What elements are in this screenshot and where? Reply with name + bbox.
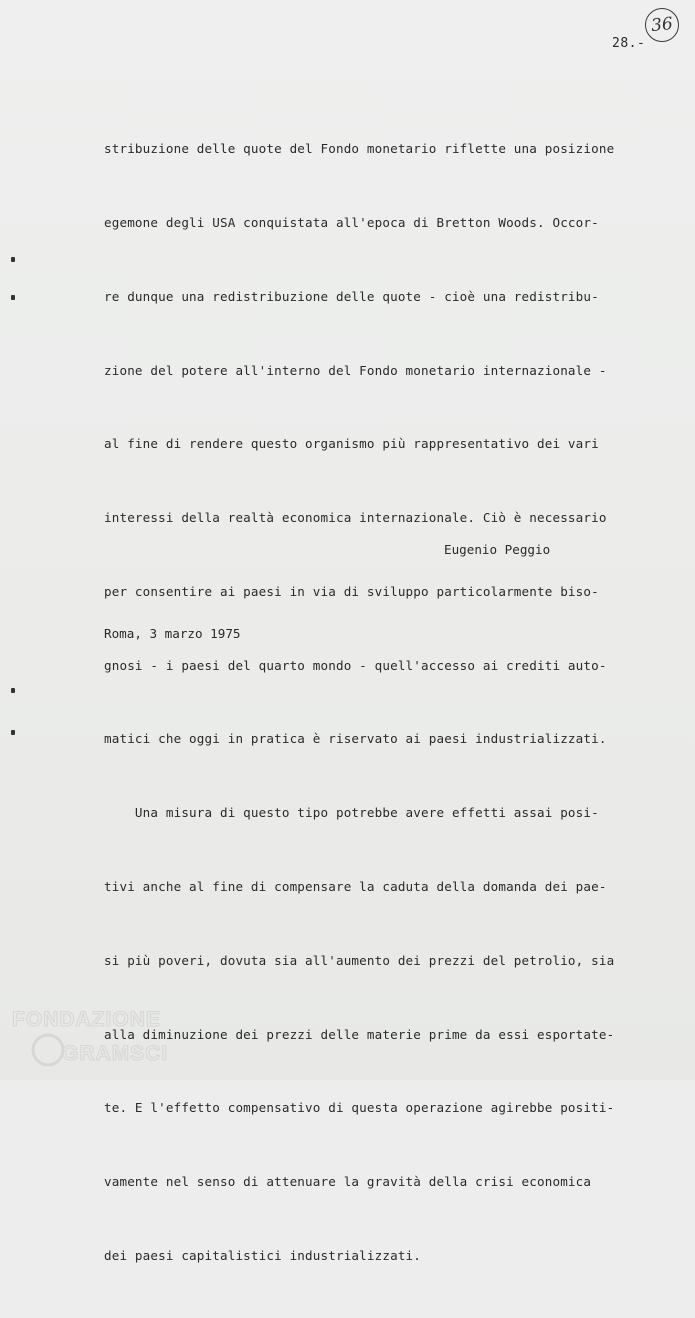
signature: Eugenio Peggio bbox=[444, 542, 551, 557]
watermark-line-1: FONDAZIONE bbox=[12, 1008, 161, 1031]
place-date: Roma, 3 marzo 1975 bbox=[104, 626, 241, 641]
text-line: alla diminuzione dei prezzi delle materie prime da essi esportate- bbox=[104, 1026, 615, 1042]
archive-number-stamp: 36 bbox=[643, 6, 680, 43]
text-line: re dunque una redistribuzione delle quote - cioè una redistribu- bbox=[104, 288, 599, 304]
text-line: te. E l'effetto compensativo di questa operazione agirebbe positi- bbox=[104, 1100, 615, 1116]
punch-hole-mark bbox=[11, 257, 15, 262]
punch-hole-mark bbox=[11, 688, 15, 693]
body-text bbox=[104, 88, 664, 1318]
text-line: stribuzione delle quote del Fondo monetario riflette una posizione bbox=[104, 141, 615, 157]
text-line: gnosi - i paesi del quarto mondo - quell'accesso ai crediti auto- bbox=[104, 657, 607, 673]
text-line: dei paesi capitalistici industrializzati. bbox=[104, 1247, 422, 1263]
text-line: tivi anche al fine di compensare la caduta della domanda dei pae- bbox=[104, 879, 607, 894]
punch-hole-mark bbox=[11, 295, 15, 300]
text-line: per consentire ai paesi in via di sviluppo particolarmente biso- bbox=[104, 583, 599, 599]
text-line: vamente nel senso di attenuare la gravità della crisi economica bbox=[104, 1174, 592, 1190]
watermark-line-2: GRAMSCI bbox=[62, 1042, 169, 1065]
punch-hole-mark bbox=[11, 730, 15, 735]
text-line: zione del potere all'interno del Fondo monetario internazionale - bbox=[104, 362, 607, 378]
text-line: Una misura di questo tipo potrebbe avere effetti assai posi- bbox=[104, 805, 599, 821]
text-line: interessi della realtà economica internazionale. Ciò è necessario bbox=[104, 510, 607, 526]
text-line: al fine di rendere questo organismo più rappresentativo dei vari bbox=[104, 436, 599, 452]
page-number: 28.- bbox=[612, 36, 646, 51]
text-line: si più poveri, dovuta sia all'aumento dei prezzi del petrolio, sia bbox=[104, 952, 615, 968]
text-line: matici che oggi in pratica è riservato ai paesi industrializzati. bbox=[104, 731, 607, 747]
fondazione-gramsci-watermark bbox=[10, 1002, 210, 1072]
text-line: egemone degli USA conquistata all'epoca di Bretton Woods. Occor- bbox=[104, 214, 599, 230]
